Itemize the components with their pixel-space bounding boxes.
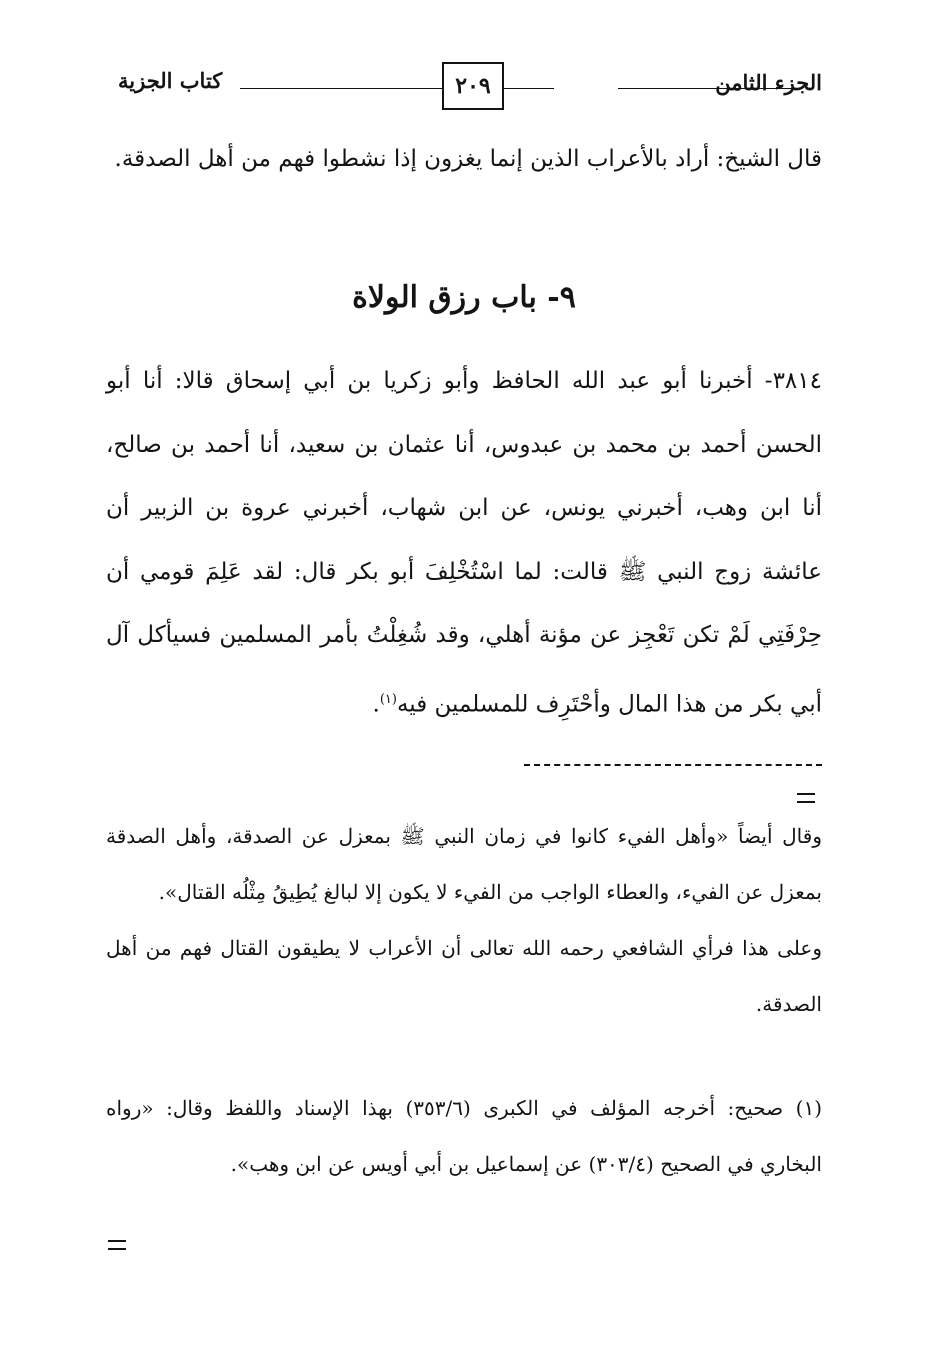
- chapter-title: ٩- باب رزق الولاة: [352, 280, 576, 315]
- hadith-text: ٣٨١٤- أخبرنا أبو عبد الله الحافظ وأبو زكريا بن أبي إسحاق قالا: أنا أبو الحسن أحمد بن محمد بن عبدوس، أنا عثمان بن سعيد، أنا أحمد بن صالح، أنا ابن وهب، أخبرني يونس، عن ابن شهاب، أخبرني عروة بن الزبير أن عائشة زوج النبي ﷺ قالت: لما اسْتُخْلِفَ أبو بكر قال: لقد عَلِمَ قومي أن حِرْفَتِي لَمْ تكن تَعْجِز عن مؤنة أهلي، وقد شُغِلْتُ بأمر المسلمين فسيأكل آل أبي بكر من هذا المال وأحْتَرِف للمسلمين فيه: [106, 368, 822, 718]
- footnote-reference: (١): [379, 691, 397, 707]
- continuation-mark-bottom: [108, 1240, 126, 1250]
- volume-part-label: الجزء الثامن: [715, 70, 822, 95]
- dashed-separator: [524, 764, 822, 766]
- page-number: ٢٠٩: [442, 62, 504, 110]
- note-paragraph: وقال أيضاً «وأهل الفيء كانوا في زمان النبي ﷺ بمعزل عن الصدقة، وأهل الصدقة بمعزل عن الفيء، والعطاء الواجب من الفيء لا يكون إلا لبالغ يُطِيقُ مِثْلُه القتال».: [106, 824, 822, 904]
- intro-paragraph: قال الشيخ: أراد بالأعراب الذين إنما يغزون إذا نشطوا فهم من أهل الصدقة.: [114, 146, 822, 172]
- hadith-end-mark: .: [372, 691, 380, 718]
- book-title-label: كتاب الجزية: [118, 68, 223, 93]
- notes-section: [106, 808, 822, 1032]
- footnote-paragraph: (١) صحيح: أخرجه المؤلف في الكبرى (٣٥٣/٦) بهذا الإسناد واللفظ وقال: «رواه البخاري في الصحيح (٣٠٣/٤) عن إسماعيل بن أبي أويس عن ابن وهب».: [106, 1096, 823, 1176]
- continuation-mark-top: [797, 793, 815, 803]
- note-paragraph: وعلى هذا فرأي الشافعي رحمه الله تعالى أن الأعراب لا يطيقون القتال فهم من أهل الصدقة.: [106, 936, 822, 1016]
- running-header: [112, 62, 822, 116]
- header-rule-left: [240, 88, 554, 89]
- hadith-paragraph: [106, 350, 822, 737]
